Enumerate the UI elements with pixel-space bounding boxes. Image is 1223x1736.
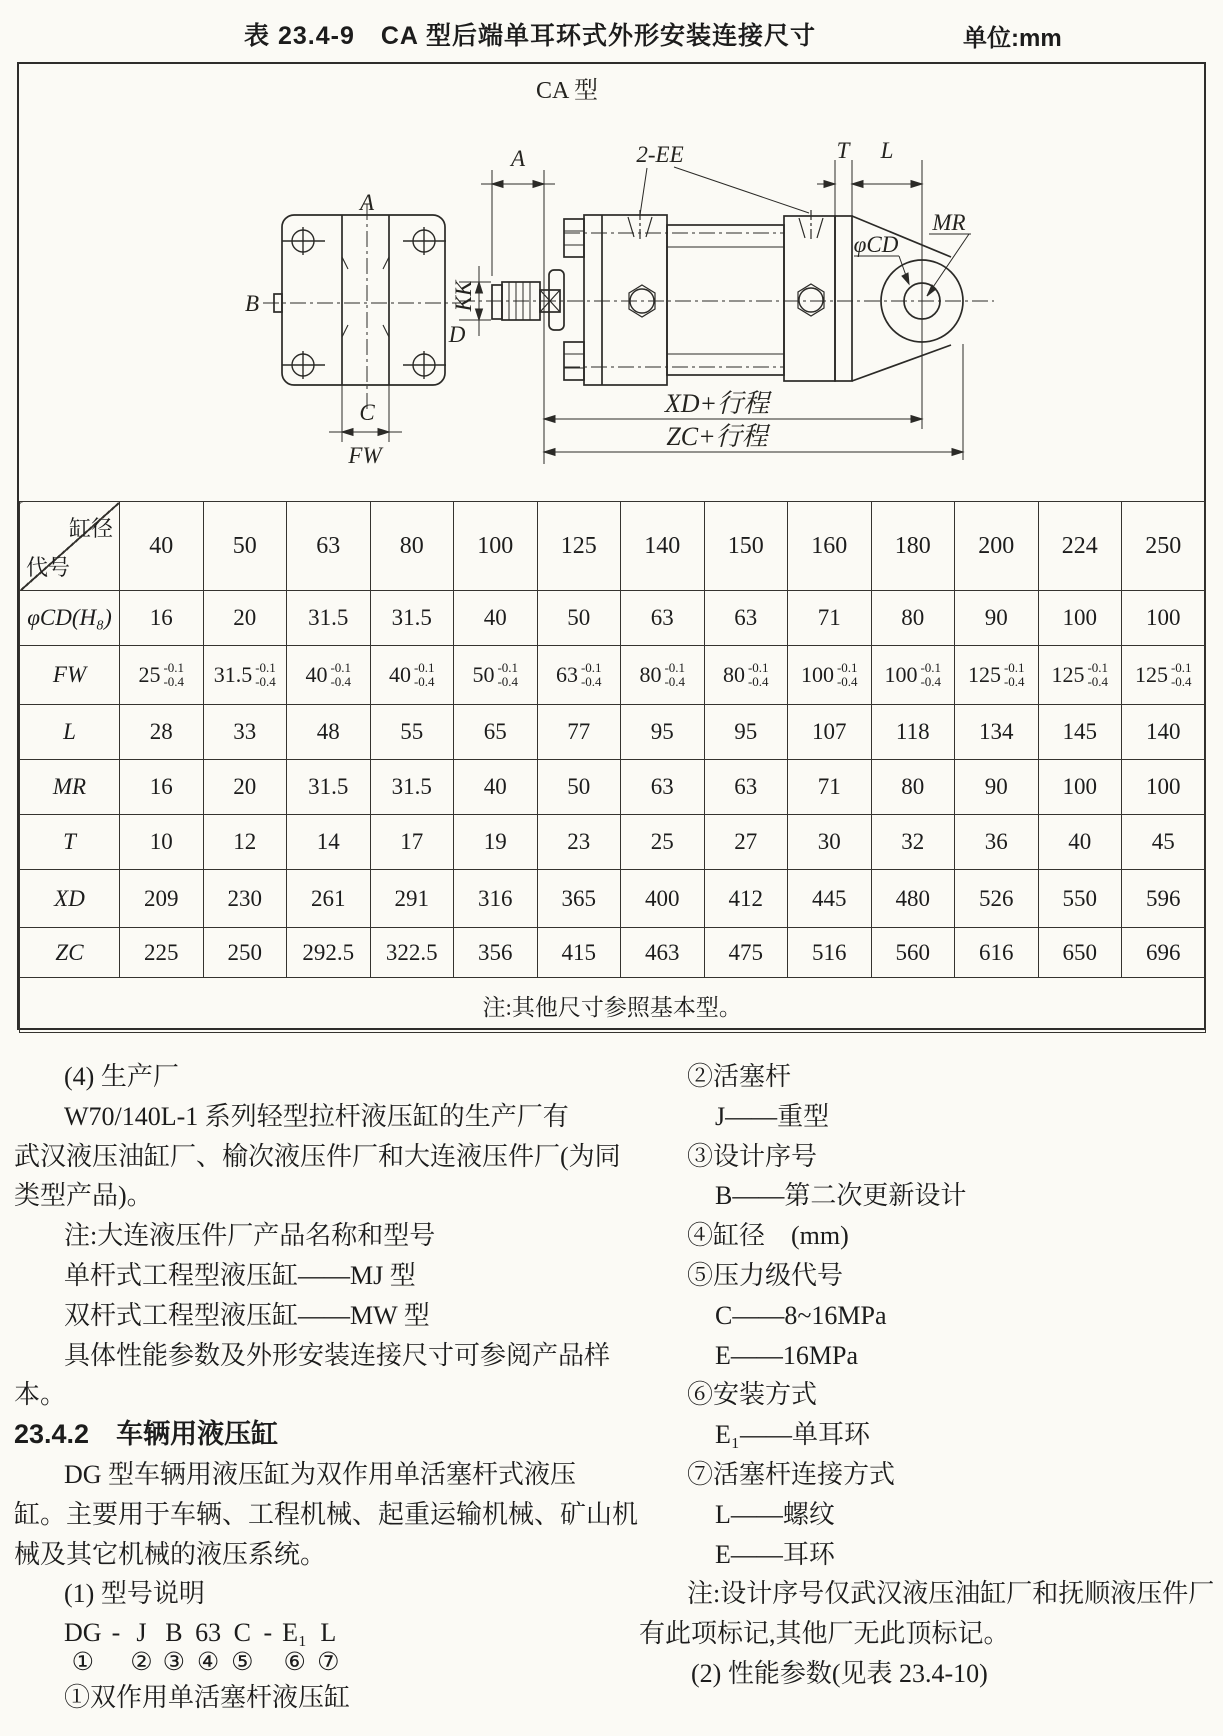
tolerance-upper: -0.1 [920,660,942,675]
table-cell [120,646,204,705]
value-with-tolerance [872,661,955,689]
model-token-text: 63 [195,1618,222,1648]
table-cell: 50 [537,760,621,815]
text-line: DG 型车辆用液压缸为双作用单活塞杆式液压 [64,1459,577,1489]
label-mr: MR [932,210,966,235]
bore-column-header: 224 [1038,502,1122,591]
figure-type-label: CA 型 [535,78,599,104]
base-value: 100 [884,662,918,687]
label-ee: 2-EE [636,142,684,167]
table-cell: 32 [871,815,955,870]
tolerance-lower: -0.4 [1087,674,1109,689]
table-row [20,705,1206,760]
row-label: MR [20,760,120,815]
model-token [317,1618,339,1678]
tolerance-upper: -0.1 [497,660,519,675]
tolerance-stack [1004,661,1025,689]
table-cell: 560 [871,928,955,978]
table-cell: 77 [537,705,621,760]
table-cell: 696 [1122,928,1206,978]
tolerance-stack [497,661,518,689]
table-cell: 30 [788,815,872,870]
model-token-circle: ⑥ [283,1649,306,1677]
table-cell: 12 [203,815,287,870]
model-token-circle: ④ [196,1649,220,1677]
tolerance-upper: -0.1 [330,660,352,675]
text-line: ⑤压力级代号 [687,1260,844,1290]
row-label: ZC [20,928,120,978]
corner-cell [20,502,120,591]
base-value: 125 [1051,662,1085,687]
table-cell: 95 [621,705,705,760]
table-cell: 95 [704,705,788,760]
leader-ee [640,167,809,215]
bore-column-header: 200 [955,502,1039,591]
model-token-text: E₁ [282,1618,308,1648]
tolerance-stack [920,661,941,689]
model-token-text: J [136,1618,147,1648]
table-cell: 225 [120,928,204,978]
table-cell: 250 [203,928,287,978]
text-line: 类型产品)。 [14,1181,153,1211]
model-token-circle: ① [71,1649,94,1677]
model-token [231,1618,253,1678]
text-line: 23.4.2 车辆用液压缸 [14,1419,279,1450]
table-cell: 63 [621,760,705,815]
table-cell [955,646,1039,705]
model-token-circle: ③ [162,1649,186,1677]
table-cell: 100 [1122,760,1206,815]
model-token [195,1618,221,1678]
text-line: C——8~16MPa [715,1300,887,1330]
label-fw: FW [348,443,382,468]
tolerance-upper: -0.1 [413,660,435,675]
model-token-text: B [165,1618,183,1648]
table-cell: 445 [788,870,872,928]
tolerance-stack [255,661,276,689]
leader-mr [927,234,971,296]
table-cell: 292.5 [287,928,371,978]
table-row [20,760,1206,815]
text-line: 注:大连液压件厂产品名称和型号 [64,1221,436,1251]
tolerance-upper: -0.1 [1170,660,1192,675]
table-cell: 550 [1038,870,1122,928]
table-cell: 90 [955,591,1039,646]
table-cell: 291 [370,870,454,928]
model-token-text: DG [64,1618,102,1648]
row-label: φCD(H₈) [20,591,120,646]
text-line: E₁——单耳环 [715,1420,870,1450]
value-with-tolerance [287,661,370,689]
table-cell [704,646,788,705]
table-cell: 19 [454,815,538,870]
table-cell: 400 [621,870,705,928]
text-line: ①双作用单活塞杆液压缸 [64,1683,351,1713]
table-cell: 616 [955,928,1039,978]
base-value: 25 [138,662,161,687]
model-token [264,1618,273,1648]
base-value: 80 [722,662,745,687]
text-line: (2) 性能参数(见表 23.4-10) [691,1658,988,1688]
tolerance-upper: -0.1 [1087,660,1109,675]
label-l: L [880,138,894,163]
table-cell: 80 [871,760,955,815]
label-a-side: A [510,146,526,171]
tolerance-upper: -0.1 [664,660,686,675]
text-line: (4) 生产厂 [64,1062,179,1091]
model-token-text: - [263,1618,273,1648]
label-zc: ZC+行程 [666,422,768,451]
label-d: D [448,322,466,347]
text-line: ⑥安装方式 [687,1380,818,1410]
text-line: 本。 [14,1380,67,1410]
table-cell: 25 [621,815,705,870]
table-cell [788,646,872,705]
base-value: 31.5 [213,662,253,687]
table-cell: 40 [454,591,538,646]
table-row [20,646,1206,705]
table-cell: 17 [370,815,454,870]
base-value: 40 [388,662,411,687]
table-cell: 31.5 [370,760,454,815]
value-with-tolerance [1039,661,1122,689]
table-cell: 356 [454,928,538,978]
note-row [20,978,1206,1033]
table-cell [203,646,287,705]
base-value: 63 [555,662,578,687]
label-phicd: φCD [853,232,899,257]
table-cell: 107 [788,705,872,760]
table-cell: 16 [120,591,204,646]
tolerance-stack [163,661,184,689]
table-note: 注:其他尺寸参照基本型。 [20,978,1206,1033]
base-value: 80 [639,662,662,687]
model-token [282,1618,307,1678]
bore-column-header: 140 [621,502,705,591]
table-cell [287,646,371,705]
tolerance-lower: -0.4 [747,674,769,689]
table-cell: 526 [955,870,1039,928]
table-cell: 20 [203,760,287,815]
text-line: B——第二次更新设计 [715,1181,967,1211]
tolerance-upper: -0.1 [255,660,276,675]
table-cell: 10 [120,815,204,870]
table-cell: 480 [871,870,955,928]
table-cell: 118 [871,705,955,760]
base-value: 50 [472,662,495,687]
value-with-tolerance [538,661,621,689]
bore-column-header: 180 [871,502,955,591]
dimensions-table [19,501,1206,1033]
model-code [64,1618,614,1678]
table-cell [1038,646,1122,705]
tolerance-upper: -0.1 [580,660,602,675]
figure-and-table-frame [17,62,1206,1030]
table-cell: 36 [955,815,1039,870]
tolerance-stack [1171,661,1192,689]
table-cell: 209 [120,870,204,928]
table-cell [537,646,621,705]
table-cell [454,646,538,705]
tolerance-lower: -0.4 [920,674,942,689]
table-cell: 71 [788,591,872,646]
text-column-left [14,1057,639,1718]
table-cell: 100 [1038,760,1122,815]
table-cell: 261 [287,870,371,928]
value-with-tolerance [788,661,871,689]
text-line: J——重型 [715,1101,830,1131]
corner-top-label: 缸径 [68,516,113,541]
tolerance-stack [837,661,858,689]
value-with-tolerance [1122,661,1205,689]
text-line: 注:设计序号仅武汉液压油缸厂和抚顺液压件厂 [687,1579,1215,1609]
table-cell: 31.5 [370,591,454,646]
tolerance-stack [581,661,602,689]
model-token [163,1618,185,1678]
text-line: E——耳环 [715,1539,835,1569]
label-xd: XD+行程 [664,389,770,418]
table-cell: 23 [537,815,621,870]
table-cell: 475 [704,928,788,978]
table-cell: 71 [788,760,872,815]
table-cell: 415 [537,928,621,978]
value-with-tolerance [454,661,537,689]
text-line: (1) 型号说明 [64,1579,205,1609]
table-cell [1122,646,1206,705]
table-cell: 145 [1038,705,1122,760]
front-view-plate [263,204,461,410]
table-row [20,870,1206,928]
row-label: FW [20,646,120,705]
row-label: T [20,815,120,870]
value-with-tolerance [204,661,287,689]
value-with-tolerance [705,661,788,689]
tolerance-stack [414,661,435,689]
model-token [64,1618,102,1678]
base-value: 125 [1134,662,1168,687]
bore-column-header: 80 [370,502,454,591]
table-cell: 63 [704,591,788,646]
model-token-circle: ⑦ [317,1649,340,1677]
table-cell: 650 [1038,928,1122,978]
tolerance-upper: -0.1 [1003,660,1025,675]
row-label: L [20,705,120,760]
tolerance-lower: -0.4 [836,674,858,689]
table-cell: 31.5 [287,591,371,646]
text-line: 单杆式工程型液压缸——MJ 型 [64,1260,416,1290]
tolerance-upper: -0.1 [747,660,769,675]
model-token [130,1618,152,1678]
base-value: 40 [305,662,328,687]
table-cell: 80 [871,591,955,646]
tolerance-lower: -0.4 [580,674,602,689]
table-cell: 230 [203,870,287,928]
table-cell: 322.5 [370,928,454,978]
tolerance-lower: -0.4 [330,674,352,689]
table-cell: 100 [1038,591,1122,646]
table-cell: 516 [788,928,872,978]
tolerance-lower: -0.4 [1170,674,1192,689]
table-cell: 50 [537,591,621,646]
table-cell: 63 [621,591,705,646]
dim-t-l [817,160,922,429]
bore-column-header: 250 [1122,502,1206,591]
table-cell: 48 [287,705,371,760]
table-cell: 316 [454,870,538,928]
value-with-tolerance [371,661,454,689]
table-cell: 63 [704,760,788,815]
label-a-front: A [359,190,375,215]
model-token-text: L [320,1618,337,1648]
table-row [20,815,1206,870]
table-row [20,591,1206,646]
table-header-row [20,502,1206,591]
leader-phicd [854,256,909,284]
bore-column-header: 63 [287,502,371,591]
table-cell [370,646,454,705]
model-token-circle: ② [130,1649,153,1677]
cylinder-drawing [19,64,1204,501]
bore-column-header: 40 [120,502,204,591]
unit-label: 单位:mm [963,25,1062,52]
table-caption: 表 23.4-9 CA 型后端单耳环式外形安装连接尺寸 [244,22,816,50]
table-cell [871,646,955,705]
table-cell: 45 [1122,815,1206,870]
row-label: XD [20,870,120,928]
tolerance-lower: -0.4 [1003,674,1025,689]
text-line: 有此项标记,其他厂无此顶标记。 [639,1619,1010,1649]
label-c: C [359,400,375,425]
text-line: 双杆式工程型液压缸——MW 型 [64,1300,430,1330]
bore-column-header: 160 [788,502,872,591]
table-cell: 16 [120,760,204,815]
tolerance-lower: -0.4 [664,674,686,689]
table-cell: 65 [454,705,538,760]
table-cell: 365 [537,870,621,928]
value-with-tolerance [621,661,704,689]
corner-bottom-label: 代号 [26,555,71,580]
table-cell: 40 [454,760,538,815]
bore-column-header: 100 [454,502,538,591]
value-with-tolerance [120,661,203,689]
text-line: 缸。主要用于车辆、工程机械、起重运输机械、矿山机 [14,1499,639,1529]
table-cell: 134 [955,705,1039,760]
table-cell: 55 [370,705,454,760]
bore-column-header: 125 [537,502,621,591]
tolerance-lower: -0.4 [497,674,519,689]
table-cell: 412 [704,870,788,928]
tolerance-stack [1087,661,1108,689]
label-kk: KK [451,280,476,312]
text-line: E——16MPa [715,1340,858,1370]
text-line: ⑦活塞杆连接方式 [687,1459,896,1489]
text-line: ④缸径 (mm) [687,1221,849,1251]
tolerance-lower: -0.4 [413,674,435,689]
tolerance-lower: -0.4 [163,674,185,689]
table-cell: 140 [1122,705,1206,760]
model-token [112,1618,121,1648]
side-view-cylinder [459,210,994,385]
text-line: ②活塞杆 [687,1062,792,1091]
text-line: L——螺纹 [715,1499,835,1529]
text-line: ③设计序号 [687,1141,818,1171]
value-with-tolerance [955,661,1038,689]
table-cell [621,646,705,705]
model-token-circle: ⑤ [231,1649,254,1677]
text-line: 械及其它机械的液压系统。 [14,1539,327,1569]
tolerance-upper: -0.1 [836,660,858,675]
base-value: 100 [800,662,834,687]
table-cell: 14 [287,815,371,870]
table-cell: 90 [955,760,1039,815]
table-cell: 31.5 [287,760,371,815]
tolerance-stack [330,661,351,689]
table-cell: 28 [120,705,204,760]
label-b: B [244,291,259,316]
tolerance-upper: -0.1 [163,660,185,675]
table-row [20,928,1206,978]
table-cell: 100 [1122,591,1206,646]
bore-column-header: 50 [203,502,287,591]
text-line: W70/140L-1 系列轻型拉杆液压缸的生产厂有 [64,1101,569,1131]
table-cell: 20 [203,591,287,646]
text-column-right [639,1057,1217,1694]
base-value: 125 [967,662,1001,687]
table-cell: 463 [621,928,705,978]
tolerance-stack [664,661,685,689]
table-cell: 27 [704,815,788,870]
bore-column-header: 150 [704,502,788,591]
model-token-text: - [111,1618,121,1648]
model-token-text: C [233,1618,251,1648]
text-line: 具体性能参数及外形安装连接尺寸可参阅产品样 [64,1340,611,1370]
table-cell: 40 [1038,815,1122,870]
table-cell: 33 [203,705,287,760]
text-line: 武汉液压油缸厂、榆次液压件厂和大连液压件厂(为同 [14,1141,621,1171]
label-t: T [836,138,850,163]
tolerance-stack [748,661,769,689]
table-cell: 596 [1122,870,1206,928]
tolerance-lower: -0.4 [255,674,276,689]
